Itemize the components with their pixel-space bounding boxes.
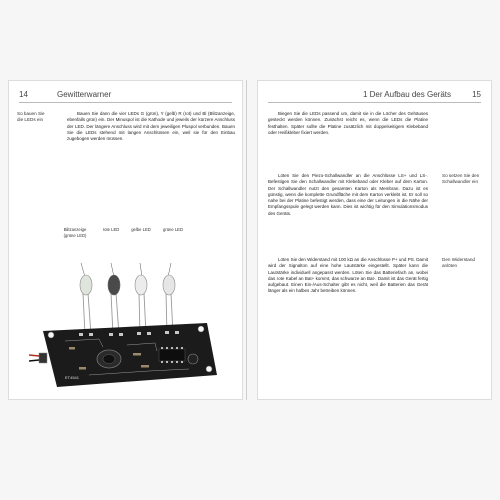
book-gutter (246, 80, 247, 400)
body-paragraph: Löten Sie den Piezo-Schallwandler an die Anschlüsse LS+ und LS-. Befestigen Sie den Schallwandler mit Klebeband oder Kleber auf dem Karton. Der Schallwandler nutzt den gesamten Karton als Membran. Dazu ist es günstig, wenn die komplette Grundfläche mit dem Karton verklebt ist. Er soll so nahe bei der Platine befestigt werden, dass eine der Leitungen in die Nähe der Empfangsspule gelegt werden kann. Dies ist wichtig für den Simulationsmodus des Geräts. (268, 173, 428, 216)
circuit-board-photo (29, 263, 224, 391)
pcb (29, 323, 217, 387)
caption-flash-led: Blitzanzeige (grüne LED) (63, 227, 87, 238)
header-rule (268, 102, 481, 103)
right-page (257, 80, 492, 400)
margin-note: So bauen Sie die LEDs ein (17, 111, 45, 123)
left-page (8, 80, 243, 400)
margin-note: Den Widerstand anlöten (442, 257, 475, 269)
body-paragraph: Bauen Sie dann die vier LEDs G (grün), Y (gelb) R (rot) und Bl (Blitzanzeige, ebenfalls grün) ein. Der Minuspol ist die Kathode und jeweils der kürzere Anschluss der LED. Der längere Anschluss wird mit dem jeweiligen Pluspol verbunden. Bauen Sie die LEDs stehend mit langen Anschlüssen ein, weil sie für den Einbau zugebogen werden müssen. (67, 111, 235, 142)
caption-yellow-led: gelbe LED (131, 227, 151, 232)
body-paragraph: Biegen Sie die LEDs passend um, damit sie in die Löcher des Gehäuses gesteckt werden können. Zunächst reicht es, wenn die LEDs die Platine festhalten. Später sollte die Platine zusätzlich mit doppelseitigem Klebeband oder Heißkleber fixiert werden. (268, 111, 428, 135)
led-yellow (135, 275, 147, 295)
running-title: 1 Der Aufbau des Geräts (362, 90, 451, 99)
margin-note: So setzen Sie den Schallwandler ein (442, 173, 480, 185)
page-number: 14 (19, 90, 28, 99)
caption-green-led: grüne LED (162, 227, 184, 232)
caption-red-led: rote LED (102, 227, 120, 232)
header-rule (19, 102, 232, 103)
led-green (163, 275, 175, 295)
led-red (108, 275, 120, 295)
page-number: 15 (472, 90, 481, 99)
running-title: Gewitterwarner (57, 90, 112, 99)
board-label: ET4541 (65, 375, 80, 380)
body-paragraph: Löten Sie den Widerstand mit 100 kΩ an die Anschlüsse P+ und PS. Damit wird der Signalton auf eine hohe Lautstärke eingestellt. Später kann die Lautstärke individuell angepasst werden. Löten Sie das Batteriefach an, wobei das rote Kabel an Bat+ kommt, das schwarze an Bat-. Damit ist das Gerät fertig aufgebaut. Einen Ein-/Aus-Schalter gibt es nicht, weil die Batterien das Gerät länger als ein halbes Jahr betreiben können. (268, 257, 428, 294)
led-flash-indicator (80, 275, 92, 295)
